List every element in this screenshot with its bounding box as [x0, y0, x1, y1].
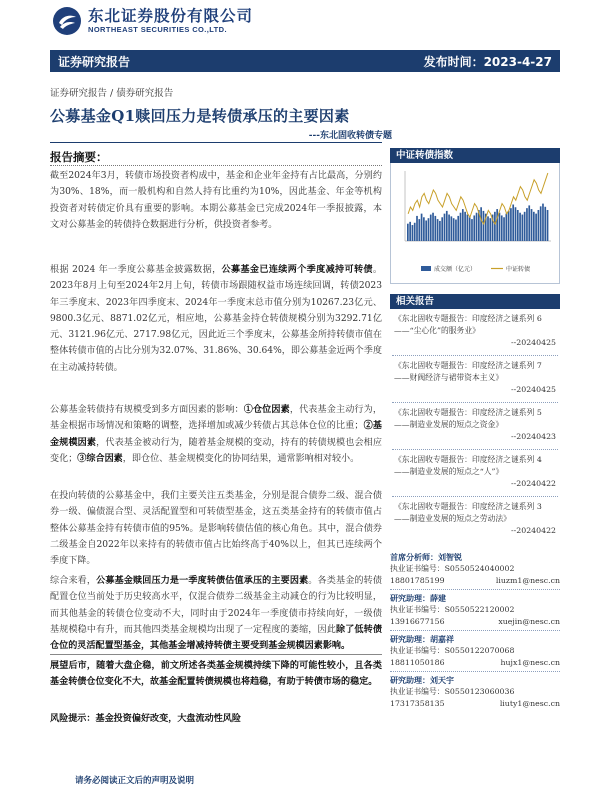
volume-bar — [457, 216, 459, 241]
p3-factor-2: ②基金规模因素 — [50, 420, 382, 448]
volume-bar — [512, 205, 514, 241]
volume-bar — [441, 217, 443, 241]
disclaimer-footnote: 请务必阅读正文后的声明及说明 — [75, 776, 195, 786]
related-report-date: --20240422 — [511, 526, 556, 535]
legend-bar-label: 成交额（亿元） — [434, 266, 477, 273]
volume-bar — [469, 217, 471, 241]
company-name-en: NORTHEAST SECURITIES CO.,LTD. — [88, 25, 227, 34]
volume-bar — [517, 210, 519, 241]
company-logo-icon — [52, 6, 82, 36]
volume-bar — [487, 216, 489, 241]
related-list — [390, 309, 560, 537]
summary-text-1: 截至2024年3月，转债市场投资者构成中，基金和企业年金持有占比最高，分别约为30%、18%，而一般机构和自然人持有比重约为10%，因此基金、年金等机构投资者对转债定价具有重要的影响。本期公募基金已完成2024年一季报披露，本文对公募基金的转债持仓数据进行分析，供投资者参考。 — [50, 171, 382, 230]
volume-bar — [467, 215, 469, 241]
analyst-contact — [390, 575, 560, 587]
analyst-phone: 18801785199 — [390, 575, 445, 585]
volume-bar — [423, 217, 425, 241]
volume-bar — [412, 225, 414, 241]
volume-bar — [462, 209, 464, 241]
publish-date: 发布时间：2023-4-27 — [423, 54, 552, 69]
risk-text: 风险提示：基金投资偏好改变，大盘流动性风险 — [50, 713, 241, 724]
risk-paragraph — [50, 711, 382, 727]
analyst-contact — [390, 698, 560, 710]
volume-bar — [444, 214, 446, 241]
p5-d: 除了低转债仓位的灵活配置型基金，其他基金增减持转债主要受到基金规模因素影响。 — [50, 623, 382, 652]
volume-bar — [508, 211, 510, 241]
volume-bar — [418, 219, 420, 241]
license-number: S0550123060036 — [444, 687, 515, 696]
license-label: 执业证书编号： — [390, 687, 445, 696]
p2-lead: 根据 2024 年一季度公募基金披露数据， — [50, 265, 222, 275]
license-label: 执业证书编号： — [390, 605, 445, 614]
p3-factor-3: ③综合因素 — [77, 452, 123, 464]
analyst-phone: 17317358135 — [390, 698, 445, 708]
volume-bar — [524, 212, 526, 241]
p2-rest: 。2023年8月上旬至2024年2月上旬，转债市场跟随权益市场连续回调，转债2023年三季度末、2023年四季度末、2024年一季度末总市值分别为10267.23亿元、9800.3亿元、8871.02亿元，相应地，公募基金持仓转债规模分别为3292.71亿元、3121.96亿元、2717.98亿元，因此近三个季度末，公募基金所持转债市值在整体转债市值的占比分别为32.07%、31.86%、30.64%，即公募基金近两个季度在主动减持转债。 — [50, 265, 382, 373]
license-number: S0550524040002 — [444, 564, 515, 573]
analyst-license — [390, 645, 560, 657]
volume-bar — [519, 213, 521, 241]
related-report-title[interactable]: 《东北固收专题报告：印度经济之谜系列 4——制造业发展的短点之“人”》 — [394, 455, 542, 476]
related-heading: 相关报告 — [390, 294, 560, 309]
volume-bar — [547, 210, 549, 241]
p3-c: ，代表基金主动行为，基金根据市场情况和策略的调整，选择增加或减少转债占其总体仓位的比重； — [50, 405, 382, 432]
summary-paragraph-5 — [50, 573, 382, 654]
analyst-role: 研究助理： — [390, 634, 430, 644]
volume-bar — [540, 206, 542, 241]
p3-d: ，代表基金被动行为，随着基金规模的变动，持有的转债规模也会相应变化； — [50, 437, 382, 464]
chart-heading: 中证转债指数 — [390, 148, 560, 163]
index-chart — [391, 163, 561, 283]
volume-bar — [522, 215, 524, 241]
analyst-role: 首席分析师： — [390, 552, 438, 562]
summary-divider — [50, 165, 382, 166]
analyst-separator — [390, 671, 560, 672]
summary-text-4: 在投向转债的公募基金中，我们主要关注五类基金，分别是混合债券二级、混合债券一级、偏债混合型、灵活配置型和可转债型基金，这五类基金持有的转债市值占整体公募基金持有转债市值的95%。是影响转债估值的核心角色。其中，混合债券二级基金自2022年以来持有的转债市值占比始终高于40%以上，但其已连续两个季度下降。 — [50, 491, 382, 567]
analyst-email[interactable]: xuejin@nesc.cn — [498, 616, 560, 626]
sidebar — [390, 148, 560, 543]
volume-bar — [473, 215, 475, 241]
volume-bar — [501, 215, 503, 241]
related-report-title[interactable]: 《东北固收专题报告：印度经济之谜系列 7——财阀经济与裙带资本主义》 — [394, 361, 542, 382]
analyst-separator — [390, 630, 560, 631]
title-rule — [50, 142, 382, 143]
analyst-list — [390, 550, 560, 709]
volume-bar — [414, 223, 416, 241]
analyst-name — [390, 552, 560, 563]
volume-bar — [535, 214, 537, 241]
analyst-email[interactable]: liuty1@nesc.cn — [499, 698, 560, 708]
report-type-label: 证券研究报告 — [58, 54, 131, 69]
volume-bar — [489, 218, 491, 241]
summary-paragraph-2 — [50, 262, 382, 376]
volume-bar — [496, 209, 498, 241]
volume-bar — [439, 221, 441, 241]
analyst-separator — [390, 589, 560, 590]
volume-bar — [407, 224, 409, 241]
volume-bar — [503, 217, 505, 241]
volume-bar — [409, 222, 411, 241]
license-number: S0550522120002 — [444, 605, 515, 614]
analyst-license — [390, 563, 560, 575]
summary-paragraph-3 — [50, 402, 382, 467]
legend-bar-swatch — [421, 266, 431, 271]
volume-bar — [471, 219, 473, 241]
company-name-cn: 东北证券股份有限公司 — [88, 7, 254, 25]
volume-bar — [453, 218, 455, 241]
related-report-title[interactable]: 《东北固收专题报告：印度经济之谜系列 5——制造业发展的短点之资金》 — [394, 408, 542, 429]
volume-bar — [544, 207, 546, 241]
volume-bar — [542, 204, 544, 241]
volume-bar — [483, 211, 485, 241]
volume-bar — [533, 212, 535, 241]
analyst-email[interactable]: hujx1@nesc.cn — [500, 657, 560, 667]
volume-bar — [428, 218, 430, 241]
p3-factor-1: ①仓位因素 — [243, 404, 290, 415]
legend-line-label: 中证转债 — [506, 266, 531, 273]
analyst-person: 薛建 — [430, 593, 446, 603]
volume-bar — [515, 207, 517, 241]
volume-bar — [528, 205, 530, 241]
analyst-name — [390, 634, 560, 645]
volume-bar — [526, 208, 528, 241]
volume-bar — [455, 220, 457, 241]
related-separator — [392, 402, 558, 403]
volume-bar — [437, 219, 439, 241]
related-report-date: --20240423 — [511, 432, 556, 441]
volume-bar — [446, 211, 448, 241]
p3-a: 公募基金转债持有规模受到多方面因素的影响： — [50, 405, 244, 415]
analyst-name — [390, 675, 560, 686]
volume-bar — [432, 213, 434, 241]
volume-bar — [476, 213, 478, 241]
analyst-phone: 18811050186 — [390, 657, 445, 667]
related-separator — [392, 496, 558, 497]
analyst-person: 胡嘉祥 — [430, 634, 454, 644]
p2-bold: 公募基金已连续两个季度减持可转债 — [221, 264, 373, 275]
volume-bar — [494, 212, 496, 241]
p5-c: 。各类基金的转债配置仓位当前处于历史较高水平，仅混合债券二级基金主动减仓的行为比较明显，而其他基金的转债仓位变动不大，同时由于2024年一季度债市持续向好，一级债基规模稳中有升，而其他四类基金规模均出现了一定程度的萎缩，因此 — [50, 576, 382, 635]
analyst-role: 研究助理： — [390, 675, 430, 685]
volume-bar — [531, 209, 533, 241]
analyst-contact — [390, 657, 560, 669]
related-separator — [392, 355, 558, 356]
volume-bar — [499, 213, 501, 241]
volume-bar — [460, 213, 462, 241]
volume-bar — [416, 216, 418, 241]
p3-e: ，即仓位、基金规模变化的协同结果，通常影响相对较小。 — [122, 453, 360, 464]
license-label: 执业证书编号： — [390, 646, 445, 655]
volume-bar — [430, 215, 432, 241]
analyst-license — [390, 686, 560, 698]
summary-paragraph-1 — [50, 168, 382, 233]
outlook-paragraph — [50, 658, 382, 691]
license-number: S0550122070068 — [444, 646, 515, 655]
summary-heading: 报告摘要： — [50, 150, 108, 164]
analyst-person: 刘智锐 — [438, 552, 462, 562]
page-title: 公募基金Q1赎回压力是转债承压的主要因素 — [50, 107, 350, 125]
related-report-date: --20240425 — [511, 385, 556, 394]
company-logo — [52, 6, 253, 36]
header-bar — [50, 50, 560, 72]
analyst-person: 刘天宇 — [430, 675, 454, 685]
analyst-license — [390, 604, 560, 616]
volume-bar — [451, 216, 453, 241]
license-label: 执业证书编号： — [390, 564, 445, 573]
analyst-role: 研究助理： — [390, 593, 430, 603]
outlook-text: 展望后市，随着大盘企稳，前文所述各类基金规模持续下降的可能性较小，且各类基金转债仓位变化不大，故基金配置转债规模也将趋稳，有助于转债市场的稳定。 — [50, 660, 382, 688]
volume-bar — [505, 214, 507, 241]
analyst-phone: 13916677156 — [390, 616, 445, 626]
p5-a: 综合来看， — [50, 576, 97, 586]
related-report-title[interactable]: 《东北固收专题报告：印度经济之谜系列 6——“尘心化”的服务业》 — [394, 314, 542, 335]
related-report-title[interactable]: 《东北固收专题报告：印度经济之谜系列 3——制造业发展的短点之劳动法》 — [394, 502, 542, 523]
page-subtitle: ---东北固收转债专题 — [308, 131, 392, 141]
summary-paragraph-4 — [50, 488, 382, 569]
volume-bar — [425, 220, 427, 241]
volume-bar — [464, 212, 466, 241]
p5-b: 公募基金赎回压力是一季度转债估值承压的主要因素 — [96, 575, 309, 586]
volume-bar — [480, 207, 482, 241]
analyst-contact — [390, 616, 560, 628]
related-separator — [392, 449, 558, 450]
analyst-email[interactable]: liuzm1@nesc.cn — [495, 575, 560, 585]
related-report-date: --20240422 — [511, 479, 556, 488]
related-report-date: --20240425 — [511, 338, 556, 347]
volume-bar — [434, 216, 436, 241]
volume-bar — [448, 215, 450, 241]
analyst-name — [390, 593, 560, 604]
conclusion-divider — [50, 654, 382, 655]
breadcrumb: 证券研究报告 / 债券研究报告 — [50, 88, 174, 99]
volume-bar — [510, 208, 512, 241]
volume-bar — [421, 214, 423, 241]
chart-container — [390, 163, 560, 284]
volume-bar — [538, 210, 540, 241]
